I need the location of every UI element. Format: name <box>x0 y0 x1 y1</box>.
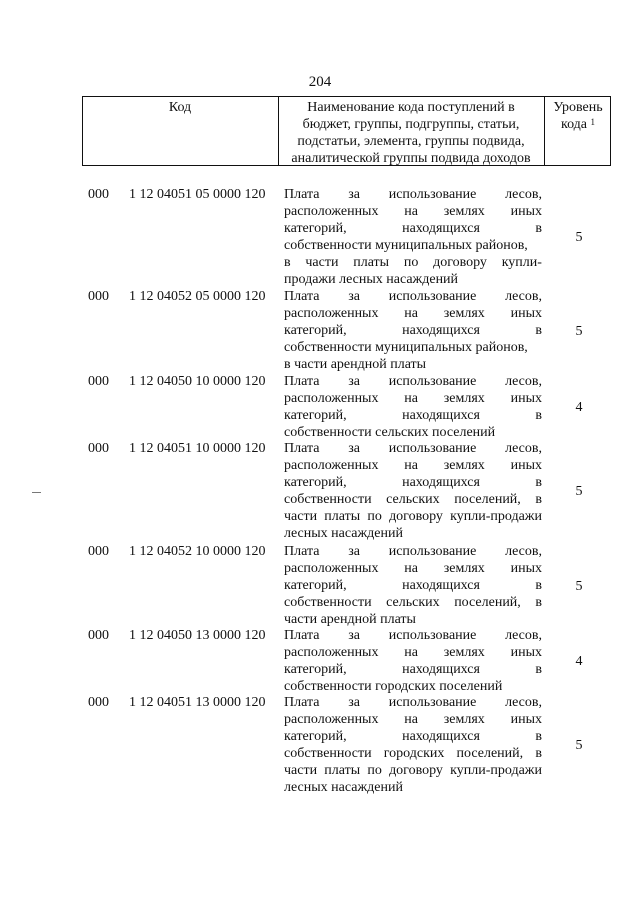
name-word: использование <box>388 441 477 456</box>
code-level: 5 <box>575 324 583 339</box>
name-word: по <box>367 509 382 524</box>
name-word: на <box>404 204 418 219</box>
income-name <box>284 373 542 441</box>
name-line <box>284 678 542 695</box>
name-line <box>284 779 542 796</box>
name-line <box>284 237 542 254</box>
name-word: за <box>348 628 360 643</box>
admin-code: 000 <box>88 441 109 456</box>
name-word: на <box>404 645 418 660</box>
footnote-marker: 1 <box>590 117 596 127</box>
name-word: иных <box>510 204 542 219</box>
name-line <box>284 356 542 373</box>
name-word: находящихся <box>402 221 480 236</box>
name-word: на <box>404 712 418 727</box>
name-word: лесов, <box>505 544 542 559</box>
name-line <box>284 339 542 356</box>
name-word: платы <box>324 763 361 778</box>
name-word: в <box>535 578 542 593</box>
name-word: поселений, <box>454 492 521 507</box>
income-name <box>284 440 542 542</box>
name-word: землях <box>443 458 485 473</box>
name-word: в <box>535 662 542 677</box>
admin-code: 000 <box>88 544 109 559</box>
code-level: 5 <box>575 484 583 499</box>
header-name-line: аналитической группы подвида доходов <box>291 151 531 166</box>
name-word: использование <box>388 289 477 304</box>
name-word: расположенных <box>284 391 379 406</box>
name-word: платы <box>353 255 390 270</box>
name-line <box>284 728 542 745</box>
name-line <box>284 373 542 390</box>
header-name-line: Наименование кода поступлений в <box>307 100 515 115</box>
name-word: на <box>404 306 418 321</box>
name-word: сельских <box>386 595 440 610</box>
header-divider <box>278 97 279 165</box>
name-line <box>284 288 542 305</box>
name-word: в <box>535 729 542 744</box>
name-line <box>284 305 542 322</box>
name-line <box>284 508 542 525</box>
name-word: в <box>535 475 542 490</box>
name-word: категорий, <box>284 475 347 490</box>
name-word: в <box>535 746 542 761</box>
name-word: за <box>348 441 360 456</box>
header-name <box>280 99 542 167</box>
name-word: расположенных <box>284 645 379 660</box>
name-line <box>284 254 542 271</box>
header-level <box>545 99 611 133</box>
income-code: 1 12 04052 10 0000 120 <box>129 544 266 559</box>
name-word: использование <box>388 695 477 710</box>
name-word: находящихся <box>402 408 480 423</box>
name-word: собственности муниципальных районов, <box>284 238 528 253</box>
name-word: категорий, <box>284 662 347 677</box>
scan-mark <box>32 492 41 493</box>
name-word: на <box>404 561 418 576</box>
name-line <box>284 525 542 542</box>
name-word: иных <box>510 458 542 473</box>
name-word: собственности <box>284 595 372 610</box>
income-code: 1 12 04050 13 0000 120 <box>129 628 266 643</box>
header-name-line: подстатьи, элемента, группы подвида, <box>297 134 525 149</box>
name-line <box>284 711 542 728</box>
code-level: 5 <box>575 579 583 594</box>
name-word: в <box>535 221 542 236</box>
name-line <box>284 186 542 203</box>
name-word: договору <box>389 509 443 524</box>
name-word: лесов, <box>505 695 542 710</box>
admin-code: 000 <box>88 628 109 643</box>
name-word: землях <box>443 306 485 321</box>
name-line <box>284 440 542 457</box>
name-word: платы <box>324 509 361 524</box>
name-line <box>284 627 542 644</box>
name-word: собственности <box>284 746 372 761</box>
header-level-line: кода $^1$ <box>560 117 596 132</box>
income-code: 1 12 04051 13 0000 120 <box>129 695 266 710</box>
income-code: 1 12 04050 10 0000 120 <box>129 374 266 389</box>
income-code: 1 12 04051 05 0000 120 <box>129 187 266 202</box>
name-word: части арендной платы <box>284 612 416 627</box>
name-word: находящихся <box>402 578 480 593</box>
name-line <box>284 457 542 474</box>
name-word: за <box>348 289 360 304</box>
name-line <box>284 491 542 508</box>
name-word: в <box>284 255 291 270</box>
name-word: категорий, <box>284 221 347 236</box>
name-line <box>284 611 542 628</box>
name-line <box>284 203 542 220</box>
income-name <box>284 288 542 373</box>
name-word: договору <box>433 255 487 270</box>
name-word: иных <box>510 306 542 321</box>
admin-code: 000 <box>88 187 109 202</box>
name-word: землях <box>443 712 485 727</box>
name-word: за <box>348 695 360 710</box>
name-word: расположенных <box>284 306 379 321</box>
name-word: лесов, <box>505 374 542 389</box>
name-word: части <box>305 255 339 270</box>
name-word: городских <box>383 746 445 761</box>
name-word: на <box>404 391 418 406</box>
name-line <box>284 407 542 424</box>
name-word: лесов, <box>505 628 542 643</box>
name-word: собственности муниципальных районов, <box>284 340 528 355</box>
name-word: находящихся <box>402 323 480 338</box>
admin-code: 000 <box>88 289 109 304</box>
name-line <box>284 424 542 441</box>
name-line <box>284 322 542 339</box>
name-word: части <box>284 763 318 778</box>
name-word: Плата <box>284 289 320 304</box>
table-header <box>82 96 611 166</box>
name-line <box>284 220 542 237</box>
name-word: Плата <box>284 441 320 456</box>
name-word: лесных насаждений <box>284 526 403 541</box>
code-level: 5 <box>575 230 583 245</box>
name-word: использование <box>388 187 477 202</box>
name-line <box>284 560 542 577</box>
header-name-line: бюджет, группы, подгруппы, статьи, <box>302 117 520 132</box>
name-word: поселений, <box>454 595 521 610</box>
name-word: в <box>535 323 542 338</box>
name-word: Плата <box>284 187 320 202</box>
name-word: продажи лесных насаждений <box>284 272 459 287</box>
name-word: иных <box>510 391 542 406</box>
name-line <box>284 390 542 407</box>
name-word: лесов, <box>505 441 542 456</box>
admin-code: 000 <box>88 374 109 389</box>
name-word: за <box>348 374 360 389</box>
name-word: иных <box>510 712 542 727</box>
name-word: за <box>348 187 360 202</box>
name-word: лесов, <box>505 187 542 202</box>
name-line <box>284 644 542 661</box>
name-word: землях <box>443 204 485 219</box>
name-word: по <box>403 255 419 270</box>
name-word: расположенных <box>284 712 379 727</box>
name-word: категорий, <box>284 578 347 593</box>
name-word: за <box>348 544 360 559</box>
name-word: купли- <box>501 255 542 270</box>
name-word: в <box>535 595 542 610</box>
name-line <box>284 577 542 594</box>
name-word: землях <box>443 645 485 660</box>
name-word: сельских <box>386 492 440 507</box>
name-word: собственности городских поселений <box>284 679 503 694</box>
income-code: 1 12 04051 10 0000 120 <box>129 441 266 456</box>
name-word: части <box>284 509 318 524</box>
name-word: собственности <box>284 492 372 507</box>
name-word: расположенных <box>284 204 379 219</box>
name-word: землях <box>443 561 485 576</box>
name-line <box>284 271 542 288</box>
name-word: землях <box>443 391 485 406</box>
code-level: 5 <box>575 738 583 753</box>
income-name <box>284 186 542 288</box>
income-name <box>284 627 542 695</box>
name-word: использование <box>388 544 477 559</box>
income-code: 1 12 04052 05 0000 120 <box>129 289 266 304</box>
name-word: собственности сельских поселений <box>284 425 496 440</box>
name-word: Плата <box>284 374 320 389</box>
name-line <box>284 694 542 711</box>
header-level-line: Уровень <box>553 100 603 115</box>
header-code: Код <box>168 100 192 115</box>
name-word: купли-продажи <box>450 509 542 524</box>
name-word: по <box>367 763 382 778</box>
name-word: иных <box>510 645 542 660</box>
name-line <box>284 543 542 560</box>
name-word: в части арендной платы <box>284 357 427 372</box>
name-word: Плата <box>284 628 320 643</box>
name-word: в <box>535 492 542 507</box>
code-level: 4 <box>575 400 583 415</box>
income-name <box>284 694 542 796</box>
name-word: договору <box>389 763 443 778</box>
name-word: категорий, <box>284 323 347 338</box>
income-name <box>284 543 542 628</box>
name-word: Плата <box>284 695 320 710</box>
name-word: расположенных <box>284 458 379 473</box>
name-line <box>284 745 542 762</box>
code-level: 4 <box>575 654 583 669</box>
name-word: категорий, <box>284 729 347 744</box>
name-word: лесов, <box>505 289 542 304</box>
name-word: находящихся <box>402 662 480 677</box>
name-word: иных <box>510 561 542 576</box>
name-word: использование <box>388 628 477 643</box>
name-line <box>284 762 542 779</box>
name-word: находящихся <box>402 475 480 490</box>
name-word: лесных насаждений <box>284 780 403 795</box>
name-word: на <box>404 458 418 473</box>
name-line <box>284 474 542 491</box>
admin-code: 000 <box>88 695 109 710</box>
name-word: в <box>535 408 542 423</box>
name-word: использование <box>388 374 477 389</box>
name-word: расположенных <box>284 561 379 576</box>
name-word: купли-продажи <box>450 763 542 778</box>
name-line <box>284 594 542 611</box>
name-word: поселений, <box>456 746 524 761</box>
page-number: 204 <box>308 74 332 90</box>
name-word: Плата <box>284 544 320 559</box>
name-word: категорий, <box>284 408 347 423</box>
name-word: находящихся <box>402 729 480 744</box>
name-line <box>284 661 542 678</box>
